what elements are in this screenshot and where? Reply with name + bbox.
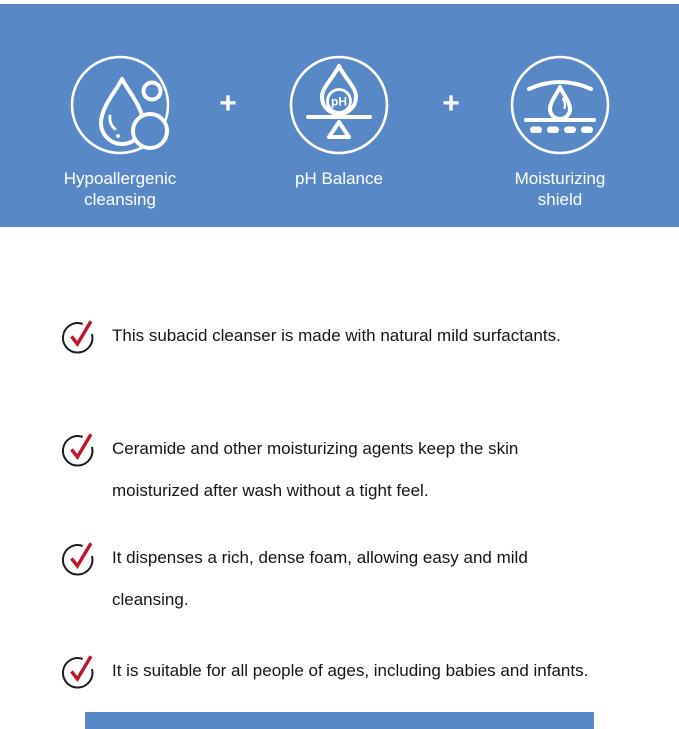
plus-separator: + (442, 87, 460, 120)
red-check-icon (62, 651, 100, 689)
feature-label (264, 168, 414, 190)
checklist-line: cleansing. (112, 590, 189, 609)
feature-label-line2: cleansing (84, 190, 156, 209)
feature-label (485, 168, 635, 210)
checklist-text (112, 537, 528, 621)
checklist-item (62, 315, 561, 357)
feature-label-line1: pH Balance (295, 169, 383, 188)
checklist-text (112, 428, 518, 512)
feature-label-line2 (264, 189, 414, 190)
feature-label-line1: Moisturizing (514, 169, 606, 188)
feature-moisturizing-shield (485, 53, 635, 210)
drop-bubbles-icon (68, 53, 172, 157)
ph-icon-text: pH (331, 94, 347, 109)
red-check-icon (62, 538, 100, 576)
feature-label (45, 168, 195, 210)
plus-separator: + (219, 87, 237, 120)
checklist-line: moisturized after wash without a tight feel. (112, 481, 429, 500)
feature-ph-balance (264, 53, 414, 190)
ph-balance-icon (287, 53, 391, 157)
checklist-line: It is suitable for all people of ages, including babies and infants. (112, 661, 589, 680)
checklist-item (62, 650, 588, 692)
feature-banner (0, 4, 679, 227)
red-check-icon (62, 316, 100, 354)
checklist-item (62, 428, 518, 512)
checklist-item (62, 537, 528, 621)
red-check-icon (62, 429, 100, 467)
feature-label-line1: Hypoallergenic (63, 169, 177, 188)
bottom-section-strip (85, 712, 594, 729)
feature-label-line2: shield (537, 190, 583, 209)
feature-hypoallergenic (45, 53, 195, 210)
checklist-line: It dispenses a rich, dense foam, allowing easy and mild (112, 548, 528, 567)
checklist-text (112, 315, 561, 357)
checklist-line: This subacid cleanser is made with natural mild surfactants. (112, 326, 561, 345)
checklist-text (112, 650, 588, 692)
checklist-line: Ceramide and other moisturizing agents keep the skin (112, 439, 519, 458)
moisture-shield-icon (508, 53, 612, 157)
